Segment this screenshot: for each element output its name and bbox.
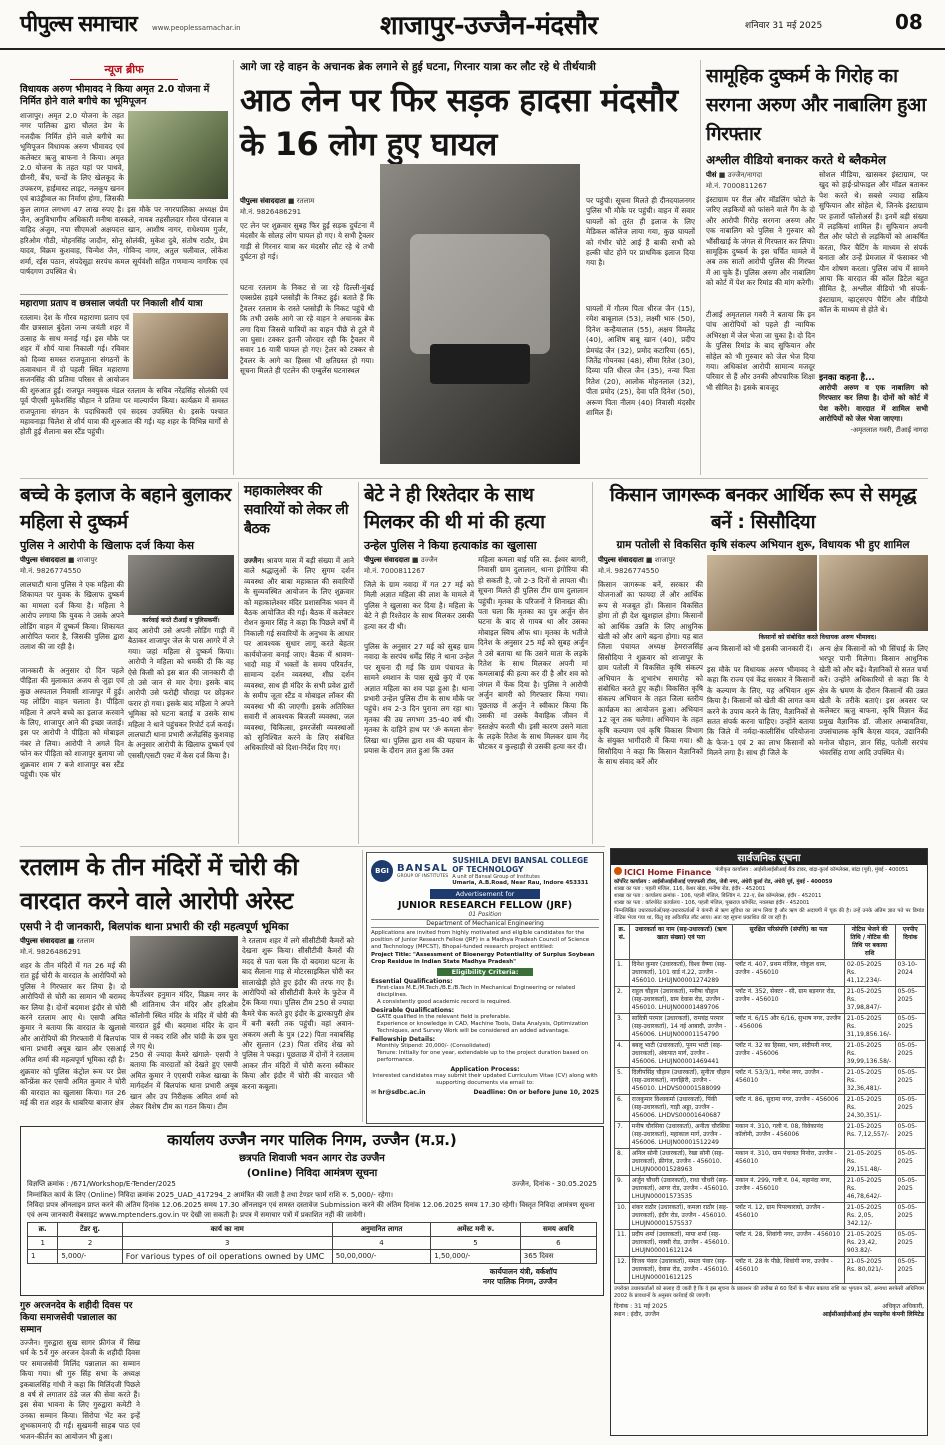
notice-place: स्थान : इंदौर, उज्जैन [614,1311,660,1318]
notice-cell: 3. [615,1014,630,1041]
notice-cell: राहुल चौहान (उधारकर्ता), मनीषा चौहान (सह-उधारकर्ता), ग्राम देवास रोड, उज्जैन - 456010. LHUJN00001489706 [629,987,732,1014]
jrf-email[interactable]: ✉ hr@sdbc.ac.in [371,1089,426,1096]
notice-row [615,1230,926,1257]
gang-headline: सामूहिक दुष्कर्म के गिरोह का सरगना अरुण और नाबालिग हुआ गिरफ्तार [706,65,926,145]
mahakal-text: उज्जैन। श्रावण मास में बड़ी संख्या में आने वाले श्रद्धालुओं के लिए सुगम दर्शन व्यवस्था और बाबा महाकाल की सवारियों के सुव्यवस्थित आयोजन के लिए शुक्रवार को महाकालेश्वर मंदिर प्रशासनिक भवन में बैठक आयोजित की गई। बैठक में कलेक्टर रोशन कुमार सिंह ने कहा कि पिछले वर्षों में निकाली गई सवारियों के अनुभव के आधार पर आवश्यक सुधार लागू करते बेहतर कार्ययोजना बनाई जाए। बैठक में श्रावण-भादौ माह में भक्तों के समय परिवर्तन, सामान्य दर्शन व्यवस्था, शीघ्र दर्शन व्यवस्था, साथ ही मंदिर के सभी प्रवेश द्वारों के समीप जूता स्टैंड व मोबाइल लॉकर की व्यवस्था भी की जाएगी। इसके अतिरिक्त सवारी में आवश्यक बिजली व्यवस्था, जल व्यवस्था, चिकित्सा, इमरजेंसी व्यवस्थाओं को सुनिश्चित करने के लिए संबंधित अधिकारियों को दिशा-निर्देश दिए गए। [244,556,354,753]
notice-cell: मनीष चौरसिया (उधारकर्ता), अनीता चौरसिया (सह-उधारकर्ता), महाकाल मार्ग, उज्जैन - 456006. LHUJN00001512249 [629,1122,732,1149]
lead-text-2: घटना रतलाम के निकट से जा रहे दिल्ली-मुंबई एक्सप्रेस हाइवे प्लसोड़ी के निकट हुई। बताते हैं कि ट्रैवलर रतलाम के रास्ते प्लसोड़ी के निकट पहुंचे थी कि तभी उसके आगे जा रहे वाहन ने अचानक ब्रेक लगा दिया जिससे यात्रियों का वाहन पीछे से टूले में जा घुसा। टक्कर इतनी जोरदार रही कि ट्रैवलर में सवार 16 यात्री घायल हो गए। ट्रेलर को टक्कर से ट्रैवलर के आगे का हिस्सा भी क्षतिग्रस्त हो गया। सूचना मिलते ही एटलेन की एम्बुलेंस घटनास्थल [240,283,374,376]
murder-story [364,482,588,844]
mahakal-headline: महाकालेश्वर की सवारियों को लेकर ली बैठक [244,483,349,537]
gang-text-3: सोशल मीडिया, खासकर इंस्टाग्राम, पर खुद को हाई-प्रोफाइल और मॉडल बताकर पेश करते थे। सबसे ज्यादा सक्रिय सुफियान और सोहेल थे, जिनके इंस्टाग्राम पर हजारों फॉलोअर्स हैं। इनमें बड़ी संख्या में लड़कियां शामिल हैं। सुफियान अपनी रील और फोटो से लड़कियों को आकर्षित करता, फिर चैटिंग के माध्यम से संपर्क बनाता और उन्हें प्रेमजाल में फंसाकर भी यौन शोषण करता। पुलिस जांच में सामने आया कि वारदात की कॉल डिटेल बहुत सीमित है, अश्लील वीडियो भी संपर्क-इंस्टाग्राम, व्हाट्सएप चैटिंग और वीडियो कॉल के माध्यम से होते थे। [819,170,928,315]
farmer-headline: किसान जागरूक बनकर आर्थिक रूप से समृद्ध बनें : सिसौदिया [609,484,917,533]
gang-quote-by: -अमृतलाल गवरी, टीआई नागदा [850,426,928,434]
notice-cell: राजकुमार विश्वकर्मा (उधारकर्ता), पिंकी (सह-उधारकर्ता), गाड़ी अड्डा, उज्जैन - 456006. LHDVS00001640687 [629,1095,732,1122]
notice-cell: 2. [615,987,630,1014]
masthead-logo: पीपुल्स समाचार [20,12,137,37]
notice-cell: 05-05-2025 [895,1203,925,1230]
notice-branch-3: शाखा का पता : कॉरपोरेट कार्यालय - 106, पहली मंजिल, पुखराज कॉर्पोरेट, नवलखा इंदौर - 452001 [614,900,810,906]
temple-headline: रतलाम के तीन मंदिरों में चोरी की वारदात करने वाले आरोपी अरेस्ट [20,853,298,915]
tender-num: 1 [28,1237,58,1250]
notice-cell: 05-05-2025 [895,1068,925,1095]
notice-cell: प्लॉट नं. 86, सुदामा नगर, उज्जैन - 456006 [733,1095,845,1122]
gang-byline: पीसं ■ उज्जैन/नागदा [706,171,763,179]
gang-story [706,62,928,476]
notice-cell: 21-05-2025 Rs. 32,36,481/- [844,1068,895,1095]
notice-company-address: पंजीकृत कार्यालय : आईसीआईसीआई बैंक टावर, बांद्रा-कुर्ला कॉम्प्लेक्स, बांद्रा (पूर्व), मुंबई - 400051 [715,867,909,873]
tender-title: (Online) निविदा आमंत्रण सूचना [246,1168,378,1179]
notice-header: सार्वजनिक सूचना [611,849,927,865]
tender-col-cost: अनुमानित लागत [332,1223,431,1237]
notice-row [615,1176,926,1203]
notice-row [615,1014,926,1041]
notice-date: दिनांक : 31 मई 2025 [614,1303,668,1310]
jrf-process: Application Process: [450,1066,520,1073]
farmer-text-4: अन्य क्षेत्र किसानों को भी सिंचाई के लिए भरपूर पानी मिलेगा। किसान आधुनिक खेती को और बढ़ें। वैज्ञानिकों से सतत चर्चा करें। उन्होंने अधिकारियों से कहा कि ये क्षेत्र के भ्रमण के दौरान किसानों की उन्नत खेती के तरीके बताएं। इस अवसर पर कलेक्टर ऋजु बाफना, कृषि विज्ञान केंद्र प्रमुख वैज्ञानिक डॉ. जीआर अम्बावतिया, उपसंचालक कृषि केएस यादव, उद्यानिकी मनोज चौहान, ज्ञान सिंह, पतोली सरपंच भंवरसिंह राणा आदि उपस्थित थे। [819,644,928,758]
tender-body-1: निम्नांकित कार्य के लिए (Online) निविदा क्रमांक 2025_UAD_417294_2 आमंत्रित की जाती है तथा टेण्डर फार्म राशि रु. 5,000/- रहेगा। [27,1191,393,1199]
notice-sign-2: आईसीआईसीआई होम फाइनेंस कंपनी लिमिटेड [822,1311,924,1318]
farmer-byline: पीपुल्स संवाददाता ■ शाजापुर [598,556,676,564]
notice-cell: 05-05-2025 [895,1257,925,1284]
notice-cell: 21-05-2025 Rs. 46,78,642/- [844,1176,895,1203]
notice-cell: 03-10-2024 [895,960,925,987]
jrf-address: Umaria, A.B.Road, Near Rau, Indore 453331 [452,880,589,886]
murder-headline: बेटे ने ही रिश्तेदार के साथ मिलकर की थी मां की हत्या [364,484,545,533]
tender-num: 6 [520,1237,596,1250]
tender-cell: For various types of oil operations owned by UMC [122,1250,332,1264]
gang-quote: आरोपी अरुण व एक नाबालिग को गिरफ्तार कर लिया है। दोनों को कोर्ट में पेश करेंगे। वारदात में शामिल सभी आरोपियों को जेल भेजा जाएगा। [819,383,928,424]
tender-cell: 5,000/- [58,1250,122,1264]
bansal-logo-icon: BGI [371,860,393,882]
farmer-text-2: अन्य किसानों को भी इसकी जानकारी दें। [707,644,813,653]
notice-col: क्र. सं. [615,925,630,960]
rape-text-3: बाद आरोपी उसे अपनी लोडिंग गाड़ी में बैठाकर शाजापुर जेल के पास आगरे में ले गया। जहां महिला से दुष्कर्म किया। आरोपी ने महिला को धमकी दी कि वह ऐसे किसी को इस बात की जानकारी दी तो उसे जान से मार देगा। इसके बाद आरोपी उसे फरोद्दी चौराहा पर छोड़कर फरार हो गया। इसके बाद महिला ने अपने भूमिका को घटना बताई व उसके साथ महिला ने थाने पहुंचकर रिपोर्ट दर्ज कराई। लालघाटी थाना प्रभारी अजेंद्रसिंह कुशवाह के अनुसार आरोपी के खिलाफ दुष्कर्म एवं एससी/एसटी एक्ट में केस दर्ज किया है। [128,626,234,760]
rape-deck: पुलिस ने आरोपी के खिलाफ दर्ज किया केस [20,539,195,552]
rape-text-2: जानकारी के अनुसार दो दिन पहले पीड़िता की मुलाकात अजय से जुड़ा एवं कुछ अस्पताल निवासी शाजापुर में हुई। यह लोडिंग वाहन चलाता है। पीड़िता महिला ने अपने बच्चे का इलाज करवाने के लिए, शाजापुर आने की इच्छा जताई। इस पर आरोपी ने पीड़िता को मोबाइल नंबर ले लिया। आरोपी ने अगले दिन फोन कर पीड़िता को शाजापुर बुलाया जो शुक्रवार शाम 7 बजे शाजापुर बस स्टैंड पहुंची। एक चोर [20,666,124,780]
notice-row [615,1095,926,1122]
jrf-title: JUNIOR RESEARCH FELLOW (JRF) [397,900,573,911]
rape-mobile: मो.नं. 9826774550 [20,567,82,575]
notice-cell: 05-05-2025 [895,1095,925,1122]
notice-cell: 10. [615,1203,630,1230]
lead-headline: आठ लेन पर फिर सड़क हादसा मंदसौर के 16 लोग हुए घायल [240,81,678,163]
lead-story [240,60,695,478]
brief-tag: न्यूज ब्रीफ [70,62,178,80]
temple-text-3: केपर्तेश्वर हनुमान मंदिर, विक्रम नगर के श्री शांतिनाथ जैन मंदिर और हरिओम कॉलोनी स्थित मंदिर के मंदिर में चोरी की वारदात हुई थी। बदमाश मंदिर के दान पात्र से नकद राशि और चांदी के छत्र चुरा ले गए थे। [130,990,238,1052]
notice-cell: 7. [615,1122,630,1149]
notice-cell: 21-05-2025 Rs. 31,19,856.16/- [844,1014,895,1041]
farmer-story [598,482,928,844]
temple-photo [130,936,238,988]
jrf-advertisement [366,852,604,1124]
notice-col: एनपीए दिनांक [895,925,925,960]
tender-num: 4 [332,1237,431,1250]
notice-footer: उपरोक्त उधारकर्ताओं को सलाह दी जाती है कि वे इस सूचना के प्रकाशन की तारीख से 60 दिनों के भीतर बकाया राशि का भुगतान करें, अन्यथा सरफेसी अधिनियम 2002 के प्रावधानों के अनुसार कार्रवाई की जाएगी। [614,1286,924,1299]
notice-row [615,1149,926,1176]
brief-photo-2 [133,313,228,379]
farmer-photo-1 [707,555,817,631]
notice-cell: 12. [615,1257,630,1284]
brief-photo-1 [128,111,228,199]
notice-cell: प्लॉट नं. 407, प्रथम मंजिल, गोकुल धाम, उज्जैन - 456010 [733,960,845,987]
temple-deck: एसपी ने दी जानकारी, बिलपांक थाना प्रभारी की रही महत्वपूर्ण भूमिका [20,921,289,933]
notice-cell: 5. [615,1068,630,1095]
tender-building: छत्रपति शिवाजी भवन आगर रोड उज्जैन [239,1153,385,1164]
tender-office: कार्यालय उज्जैन नगर पालिक निगम, उज्जैन (म.प्र.) [167,1131,457,1149]
temple-text-2: शुक्रवार को पुलिस कंट्रोल रूम पर प्रेस कॉन्फ्रेंस कर एसपी अमित कुमार ने चोरी की वारदात का खुलासा किया। गत 26 मई की रात शहर के धाबरिया बाजार क्षेत्र [20,1067,126,1108]
notice-cell: प्लॉट नं. 28 के पीछे, शिवांगी नगर, उज्जैन - 456010 [733,1257,845,1284]
jrf-project: Project Title: "Assessment of Bioenergy Potentiality of Surplus Soybean Crop Residue in Indian State Madhya Pradesh" [371,952,595,965]
lead-accident-photo [380,164,580,464]
tender-body-2: निविदा प्रपत्र ऑनलाइन प्राप्त करने की अंतिम दिनांक 12.06.2025 समय 17.30 ऑनलाइन एवं समस्त दस्तावेज Submission करने की अंतिम दिनांक 12.06.2025 समय 17.30 रहेगी। विस्तृत निविदा आमंत्रण सूचना एवं अन्य जानकारी वेबसाइट www.mptenders.gov.in पर देखी जा सकती है। प्रपत्र में समाचार पत्रों में प्रकाशित नहीं की जायेगी। [27,1201,595,1219]
tender-col-emd: अमेंस्ट मनी रु. [431,1223,521,1237]
tender-cell: 50,00,000/- [332,1250,431,1264]
farmer-mobile: मो.नं. 9826774550 [598,567,660,575]
tender-cell: 1 [28,1250,58,1264]
brief-headline-1: विधायक अरुण भीमावद ने किया अमृत 2.0 योजना में निर्मित होने वाले बगीचे का भूमिपूजन [20,84,210,107]
notice-cell: 05-05-2025 [895,1122,925,1149]
notice-cell: 05-05-2025 [895,1041,925,1068]
masthead-page: 08 [895,10,923,34]
notice-cell: मकान नं. 310, गली नं. 08, विवेकानंद कॉलोनी, उज्जैन - 456006 [733,1122,845,1149]
temple-story [20,850,358,1122]
notice-cell: 05-05-2025 [895,1149,925,1176]
gurudwara-text: उज्जैन। गुरुद्वारा सुख सागर फ्रीगंज में सिख धर्म के 5वें गुरु अरजन देवजी के शहीदी दिवस पर समाजसेवी मिलिंद पन्नालाल का सम्मान किया गया। श्री गुरु सिंह सभा के अध्यक्ष इकबालसिंह गांधी ने कहा कि मिलिंदजी पिछले 8 वर्ष से लगातार ठंडे जल की सेवा करते हैं। इस सेवा भावना के लिए गुरुद्वारा कमेटी ने उनका सम्मान किया। सिरोपा भेंट कर इन्हें शुभकामनाएं दी गईं। सुखमनी साहब पाठ एवं भजन-कीर्तन का आयोजन भी हुआ। [20,1338,140,1441]
rape-caption: कार्रवाई करते टीआई व पुलिसकर्मी। [142,617,220,624]
tender-cell: 365 दिवस [520,1250,596,1264]
notice-cell: सावित्री परमार (उधारकर्ता), रामचंद्र परमार (सह-उधारकर्ता), 14 नई आबादी, उज्जैन - 456006. LHUJN00001154790 [629,1014,732,1041]
notice-cell: प्लॉट नं. 12, ग्राम पिपल्याराघो, उज्जैन - 456010 [733,1203,845,1230]
temple-mobile: मो.नं. 9826486291 [20,948,82,956]
jrf-process-text: Interested candidates may submit their updated Curriculum Vitae (CV) along with supporting documents via email to: [372,1073,598,1086]
notice-cell: 05-05-2025 [895,1176,925,1203]
lead-text-4: घायलों में गौतम पिता धीरज जैन (15), रमेश बाबूलाल (53), लक्ष्मी भारु (50), दिनेश कन्हैयालाल (55), अक्षय विमलेंद्र (40), आशिष बाबू खान (40), प्रदीप प्रेमचंद्र जैन (32), प्रमोद कटारिया (65), जितेंद्र गोयनका (48), सीमा रितेश (30), दिव्या पति धीरज जैन (35), नन्या पिता रितेश (20), आलोक मोहनलाल (32), पीता प्रमोद (25), देवा पति दिनेश (50), अरूण पिता नीलम (40) निवासी मंदसौर शामिल हैं। [586,304,695,418]
notice-row [615,1041,926,1068]
notice-cell: 21-05-2025 Rs. 7,12,557/- [844,1122,895,1149]
notice-sign-1: अधिकृत अधिकारी, [882,1303,924,1310]
notice-col: उधारकर्ता का नाम (सह-उधारकर्ता) (ऋण खाता संख्या) एवं पता [629,925,732,960]
notice-cell: 1. [615,960,630,987]
notice-cell: 02-05-2025 Rs. 41,12,234/- [844,960,895,987]
notice-table [614,924,926,1284]
public-notice [610,848,928,1436]
jrf-group: BANSAL [397,863,449,874]
notice-branch-2: शाखा का पता : कार्यालय क्रमांक - 106, पहली मंजिल, बिल्डिंग नं. 22-ए, प्रेस कॉम्प्लेक्स, इंदौर - 452011 [614,893,822,899]
lead-text-3: पर पहुंची। सूचना मिलते ही दीनदयालनगर पुलिस भी मौके पर पहुंची। वाहन में सवार घायलों को तुरंत ही इलाज के लिए मेडिकल कॉलेज लाया गया, कुछ घायलों को गंभीर चोटे आई हैं बाकी सभी को हल्की चोट होने पर प्राथमिक इलाज दिया गया है। [586,196,695,268]
jrf-eligibility: Eligibility Criteria: [437,968,533,976]
temple-byline: पीपुल्स संवाददाता ■ रतलाम [20,937,95,945]
brief-text-2: रतलाम। देश के गौरव महाराणा प्रताप एवं वीर छत्रसाल बुंदेला जन्म जयंती शहर में उत्साह के साथ मनाई गई। इस मौके पर शहर में शौर्य यात्रा निकाली गई। रविवार को दिव्या समस्त राजपूताना संगठनों के तत्वावधान में दो पहली स्थित महाराणा सजनसिंह की प्रतिमा परिसर से आयोजन की शुरुआत हुई। राजपूत नवयुवक मंडल रतलाम के सचिव नरेंद्रसिंह सोलंकी एवं पूर्व पीएसी मुकेशसिंह चौहान ने प्रतिमा पर माल्यार्पण किया। कार्यक्रम में समस्त राजपूताना संगठन के पदाधिकारी एवं सदस्य उपस्थित थे। इसके पश्चात महावनाड़ा चिलेश से शौर्य यात्रा की शुरुआत की गई। यह शहर के विभिन्न मार्गों से होती हुई शैलाना बस स्टैंड पहुंची। [20,313,228,437]
notice-cell: 21-05-2025 Rs. 29,151.48/- [844,1149,895,1176]
murder-byline: पीपुल्स संवाददाता ■ उज्जैन [364,556,438,564]
masthead-section: शाजापुर-उज्जैन-मंदसौर [380,11,598,41]
notice-corp-address: कॉर्पोरेट कार्यालय : आईसीआईसीआई एचएफसी टॉवर, जेबी नगर, अंधेरी कुर्ला रोड, अंधेरी पूर्व, मुंबई - 400059 [614,879,833,885]
tender-table [27,1222,597,1264]
farmer-photo-2 [819,555,928,631]
brief-text-1: शाजापुर। अमृत 2.0 योजना के तहत नगर पालिका द्वारा चौलत डेम के नजदीक निर्मित होने वाले बगीचे का भूमिपूजन विधायक अरुण भीमावद एवं कलेक्टर ऋजु बाफना ने किया। अमृत 2.0 योजना के तहत यहां पर पाथवे, ग्रीनरी, बैंच, चन्दों के लिए खेलकूद के उपकरण, हाईमास्ट लाइट, नलकूप खनन एवं बाउंड्रीवाल का निर्माण होगा, जिसकी कुल लागत लगभग 47 लाख रुपए है। इस मौके पर नगरपालिका अध्यक्ष प्रेम जैन, अनुविभागीय अधिकारी मनीषा वास्कले, नायब तहसीलदार गौरव पोरवाल व वाहिद अंजुम, नपा सीएमओ अक्षयदत्त खान, आशीष नागर, राधेश्याम गुर्जर, हरिओम गौठी, मोहनसिंह जादौन, सोनू सोलंकी, मुकेश दुबे, संतोष राठौर, प्रेम यादव, विक्रम कुशवाह, चिन्मेश जैन, गोविन्द नागर, अतुल चलीवाल, लोकेश शर्मा, रईस पठान, संपदेसूद्रा सरपंच कमल सूर्यवंशी सहित गणमान्य नागरिक एवं पार्षदगण उपस्थित थे। [20,111,228,277]
gurudwara-story [20,1300,140,1441]
notice-cell: बबलू भाटी (उधारकर्ता), पूनम भाटी (सह-उधारकर्ता), अंकपात मार्ग, उज्जैन - 456006. LHUJN00001469441 [629,1041,732,1068]
tender-col-fee: टेंडर शु. [58,1223,122,1237]
temple-text-1: शहर के तीन मंदिरों में गत 26 मई की रात हुई चोरी के वारदात के आरोपियों को पुलिस ने गिरफ्तार कर लिया है। दो आरोपियों से चोरी का सामान भी बरामद कर लिया है। दोनों बदमाश इंदौर से चोरी करने रतलाम आए थे। एसपी अमित कुमार ने बताया कि वारदात के खुलासे और आरोपियों की गिरफ्तारी में बिलपांक थाना प्रभारी अयूब खान और एसआई अमित शर्मा की महत्वपूर्ण भूमिका रही है। [20,961,126,1064]
tender-col-work: कार्य का नाम [122,1223,332,1237]
notice-row [615,1257,926,1284]
gurudwara-headline: गुरु अरजनदेव के शहीदी दिवस पर किया समाजसेवी पन्नालाल का सम्मान [20,1301,133,1335]
notice-cell: 21-05-2025 Rs. 37,98,847/- [844,987,895,1014]
jrf-dept: Department of Mechanical Engineering [371,919,599,928]
icici-logo-icon [614,867,622,875]
notice-cell: शंकर राठौर (उधारकर्ता), कमला राठौर (सह-उधारकर्ता), इंदौर रोड, उज्जैन - 456010. LHUJN00001575537 [629,1203,732,1230]
notice-cell: 4. [615,1041,630,1068]
jrf-desirable: Desirable Qualifications: [371,1007,455,1014]
news-brief [20,62,228,474]
rape-story [20,482,234,844]
notice-cell: दिलीपसिंह चौहान (उधारकर्ता), सुनीता चौहान (सह-उधारकर्ता), नागझिरी, उज्जैन - 456010. LHDVS00001588099 [629,1068,732,1095]
icici-logo: ICICI Home Finance [614,867,711,877]
tender-num: 3 [122,1237,332,1250]
gang-quote-title: इनका कहना है... [819,373,875,383]
brief-headline-2: महाराणा प्रताप व छत्रसाल जयंती पर निकाली शौर्य यात्रा [20,294,228,310]
jrf-des-2: Experience or knowledge in CAD, Machine Tools, Data Analysis, Optimization Techniques, and Survey Work will be considered an added advantage. [377,1021,589,1034]
masthead [0,0,945,50]
jrf-ess-2: A consistently good academic record is required. [377,999,512,1005]
notice-row [615,1203,926,1230]
jrf-fellowship: Fellowship Details: [371,1036,436,1043]
jrf-adv: Advertisement for [430,889,540,899]
murder-text-1: जिले के ग्राम नवादा में गत 27 मई को मिली अज्ञात महिला की लाश के मामले में पुलिस ने खुलासा कर दिया है। महिला के बेटे ने ही रिश्तेदार के साथ मिलकर उसकी हत्या कर दी थी। [364,580,474,631]
notice-cell: 21-05-2025 Rs. 80,021/- [844,1257,895,1284]
notice-cell: 11. [615,1230,630,1257]
notice-cell: मकान नं. 310, ग्राम पंचायत निनोरा, उज्जैन - 456010 [733,1149,845,1176]
notice-cell: प्लॉट नं. 28, शिवांगी नगर, उज्जैन - 456010 [733,1230,845,1257]
jrf-fellow-2: Tenure: Initially for one year, extendable up to the project duration based on performance. [377,1050,588,1063]
notice-row [615,1122,926,1149]
tender-cell: 1,50,000/- [431,1250,521,1264]
notice-row [615,960,926,987]
notice-branch-1: शाखा का पता : पहली मंजिल, 116, केशर खेड़ा, मनीषा रोड, इंदौर - 452001 [614,886,766,892]
notice-cell: 05-05-2025 [895,987,925,1014]
notice-cell: 21-05-2025 Rs. 39,99,136.58/- [844,1041,895,1068]
murder-deck: उन्हेल पुलिस ने किया हत्याकांड का खुलासा [364,539,537,552]
tender-num: 2 [58,1237,122,1250]
notice-cell: 21-05-2025 Rs. 24,30,351/- [844,1095,895,1122]
farmer-text-1: किसान जागरूक बनें, सरकार की योजनाओं का फायदा लें और आर्थिक रूप से मजबूत हों। किसान विकसित होगा तो ही देश खुशहाल होगा। किसानों को आर्थिक उन्नति के लिए आधुनिक खेती को और आगे बढ़ना होगा। यह बात जिला पंचायत अध्यक्ष हेमराजसिंह सिसौदिया ने शुक्रवार को शाजापुर के ग्राम पतोली में विकसित कृषि संकल्प अभियान के शुभारंभ समारोह को संबोधित करते हुए कही। विकसित कृषि संकल्प अभियान के तहत जिला स्तरीय कार्यक्रम का आयोजन हुआ। अभियान 12 जून तक चलेगा। अभियान के तहत कृषि कल्याण एवं कृषि विकास विभाग के संयुक्त भागीदारी में किया गया। श्री सिसौदिया ने कहा कि किसान वैज्ञानिकों के साथ संवाद करें और [598,580,703,766]
notice-row [615,1068,926,1095]
masthead-site: www.peoplessamachar.in [152,24,241,32]
rape-photo [128,555,234,615]
gang-text-2: टीआई अमृतलाल गवरी ने बताया कि इन पांच आरोपियों को पहले ही न्यायिक अभिरक्षा में जेल भेजा जा चुका है। दो दिन के पुलिस रिमांड के बाद सुफियान और सोहेल को भी गुरुवार को जेल भेज दिया गया। अधिकांश आरोपी सामान्य मजदूर परिवार से हैं और उनकी औपचारिक शिक्षा भी सीमित है। इसके बावजूद [706,310,815,392]
jrf-intro: Applications are invited from highly motivated and eligible candidates for the position of Junior Research Fellow (JRF) in a Madhya Pradesh Council of Science and Technology (MPCST), Bhopal-funded research project entitled: [371,930,590,950]
tender-notice [20,1126,604,1296]
jrf-essential: Essential Qualifications: [371,978,453,985]
temple-text-4: 250 से ज्यादा कैमरे खंगाले- एसपी ने बताया कि वारदातों को देखते हुए एसपी अमित कुमार ने एएसपी राकेश खाखा के मार्गदर्शन में बिलपांक थाना प्रभारी अयूब खान और उप निरीक्षक अमित शर्मा को लेकर विशेष टीम का गठन किया। टीम [130,1050,238,1112]
jrf-ess-1: First-class M.E./M.Tech./B.E./B.Tech in Mechanical Engineering or related disciplines. [377,985,576,998]
notice-cell: 8. [615,1149,630,1176]
notice-cell: 6. [615,1095,630,1122]
notice-cell: प्लॉट नं. 6/15 और 6/16, सुभाष नगर, उज्जैन - 456006 [733,1014,845,1041]
murder-text-2: पुलिस के अनुसार 27 मई को सुबह ग्राम नवादा के सरपंच धर्मेंद्र सिंह ने थाना उन्हेल पर सूचना दी गई कि ग्राम पंचायत के सामने श्मशान के पास सूखे कुएं में एक अज्ञात महिला का शव पड़ा हुआ है। थाना प्रभारी उन्हेल पुलिस टीम के साथ मौके पर पहुंचे। शव 2-3 दिन पुराना लग रहा था। मृतका की उम्र लगभग 35-40 वर्ष थी। मृतका के दाहिने हाथ पर 'ॐ कमला सेन' लिखा था। पुलिस द्वारा शव की पहचान के प्रयास के दौरान ज्ञात हुआ कि उक्त [364,642,474,756]
farmer-text-3: इस मौके पर विधायक अरुण भीमावद ने कहा कि राज्य एवं केंद्र सरकार ने किसानों के कल्याण के लिए, यह अभियान शुरू किया है। किसानों को खेती की लागत कम करने के उपाय करने के लिए, वैज्ञानिकों से सतत संपर्क करना चाहिए। उन्होंने बताया कि जिले में नर्मदा-कालीसिंध परियोजना के फेज-1 एवं 2 का लाभ किसानों को मिलने लगा है। साथ ही जिले के [707,665,815,758]
notice-cell: अर्जुन चौधरी (उधारकर्ता), राधा चौधरी (सह-उधारकर्ता), आगर रोड, उज्जैन - 456010. LHUJN00001573535 [629,1176,732,1203]
notice-intro: निम्नलिखित उधारकर्ताओं/सह-उधारकर्ताओं ने कंपनी से ऋण सुविधा का लाभ लिया है और ऋण की अदायगी में चूक की है। उन्हें उनके अंतिम ज्ञात पते पर डिमांड नोटिस भेजा गया था, किंतु वह अवितरित लौट आया। अतः यह सूचना प्रकाशित की जा रही है। [614,908,924,921]
rape-text-1: लालघाटी थाना पुलिस ने एक महिला की शिकायत पर युवक के खिलाफ दुष्कर्म का मामला दर्ज किया है। महिला ने आरोप लगाया कि युवक ने उसके अपने लोडिंग वाहन में दुष्कर्म किया। शिकायत आरोपित फरार है, जिसकी पुलिस द्वारा तलाश की जा रही है। [20,580,124,652]
mahakal-story [244,482,354,844]
farmer-caption: किसानों को संबोधित करते विधायक अरुण भीमावद। [758,634,877,641]
tender-refdate: उज्जैन, दिनांक - 30.05.2025 [511,1180,597,1188]
notice-cell: 21-05-2025 Rs. 23,42, 903.82/- [844,1230,895,1257]
notice-cell: विजय पंवार (उधारकर्ता), ममता पंवार (सह-उधारकर्ता), देवास रोड, उज्जैन - 456010. LHUJN00001612125 [629,1257,732,1284]
mail-icon: ✉ [371,1089,379,1096]
notice-col: सुरक्षित परिसंपत्ति (संपत्ति) का पता [733,925,845,960]
notice-col: नोटिस भेजने की तिथि / नोटिस की तिथि पर बकाया राशि [844,925,895,960]
jrf-fellow-1: Monthly Stipend: 20,000/- (Consolidated) [377,1043,491,1049]
notice-cell: प्लॉट नं. 53/3/1, गणेश नगर, उज्जैन - 456010 [733,1068,845,1095]
notice-cell: प्लॉट नं. 352, सेक्टर - सी, ग्राम बड़नगर रोड, उज्जैन - 456010 [733,987,845,1014]
notice-cell: 9. [615,1176,630,1203]
gang-mobile: मो.नं. 7000811267 [706,182,768,190]
tender-num: 5 [431,1237,521,1250]
rape-byline: पीपुल्स संवाददाता ■ शाजापुर [20,556,98,564]
jrf-group-sub: GROUP OF INSTITUTES [397,874,449,879]
jrf-deadline: Deadline: On or before June 10, 2025 [473,1089,599,1096]
notice-cell: अनिल सोनी (उधारकर्ता), रेखा सोनी (सह-उधारकर्ता), फ्रीगंज, उज्जैन - 456010. LHUJN00001528963 [629,1149,732,1176]
lead-byline: पीपुल्स संवाददाता ■ रतलाम [240,197,315,205]
temple-text-5: ने रतलाम शहर में लगे सीसीटीवी कैमरों को देखना शुरू किया। सीसीटीवी कैमरों की मदद से पता चला कि दो बदमाश घटना के बाद सैलाना गाड़ से मोटरसाइकिल चोरी कर सालाखेड़ी होते हुए इंदौर की तरफ गए हैं। आरोपियों को सीसीटीवी कैमरे के फुटेज में ट्रैक किया गया। पुलिस टीम 250 से ज्यादा कैमरे चेक करते हुए इंदौर के द्वारकापुरी क्षेत्र में बनी बस्ती तक पहुंची। वहां अवान-अकरम अली के पुत्र (22) पिता नवाबसिंह और सुल्तान (23) पिता रशिद शेख को पुलिस ने पकड़ा। पूछताछ में दोनों ने रतलाम आकर तीन मंदिरों में चोरी करना स्वीकार किया और इंदौर में चोरी की वारदात भी करना कबूला। [242,936,354,1091]
notice-cell: 21-05-2025 Rs. 2,05, 342.12/- [844,1203,895,1230]
jrf-college: SUSHILA DEVI BANSAL COLLEGE OF TECHNOLOGY [452,856,589,874]
tender-col-sn: क्र. [28,1223,58,1237]
lead-text-1: एट लेन पर शुक्रवार सुबह फिर हुई सड़क दुर्घटना में मंदसौर के सोलह लोग घायल हो गए। ये सभी ट्रैवलर गाड़ी से गिरनार यात्रा कर मंदसौर लौट रहे थे तभी दुर्घटना हो गई। [240,221,374,262]
masthead-date: शनिवार 31 मई 2025 [745,21,823,31]
lead-kicker: आगे जा रहे वाहन के अचानक ब्रेक लगाने से हुई घटना, गिरनार यात्रा कर लौट रहे थे तीर्थयात्री [240,61,596,73]
notice-cell: प्लॉट नं. 32 का हिस्सा, भाग, संदीपनी नगर, उज्जैन - 456006 [733,1041,845,1068]
tender-sign-2: नगर पालिक निगम, उज्जैन [482,1277,557,1286]
notice-cell: 05-05-2025 [895,1230,925,1257]
jrf-college-sub: A unit of Bansal Group of Institutes [452,874,540,880]
gang-text-1: इंस्टाग्राम पर रील और मॉडलिंग फोटो के जरिए लड़कियों को फांसने वाले गैंग के दो और आरोपी गिरोह सरगना अरुण और एक नाबालिग को पुलिस ने गुरुवार को भौंसीखाई के जंगल से गिरफ्तार कर लिया। सामूहिक दुष्कर्म के इस चर्चित मामले में अब तक सातों आरोपी पुलिस की गिरफ्त में आ चुके हैं। पुलिस अरुण और नाबालिग को कोर्ट में पेश कर रिमांड की मांग करेगी। [706,195,815,288]
tender-ref: विज्ञप्ति क्रमांक : /671/Workshop/E-Tender/2025 [27,1180,176,1188]
notice-cell: 05-05-2025 [895,1014,925,1041]
farmer-deck: ग्राम पतोली से विकसित कृषि संकल्प अभियान शुरू, विधायक भी हुए शामिल [616,539,910,551]
notice-row [615,987,926,1014]
murder-mobile: मो.नं. 7000811267 [364,567,426,575]
notice-cell: मकान नं. 299, गली नं. 04, महानंदा नगर, उज्जैन - 456010 [733,1176,845,1203]
rape-headline: बच्चे के इलाज के बहाने बुलाकर महिला से दुष्कर्म [20,484,231,533]
lead-mobile: मो.नं. 9826486291 [240,208,302,216]
tender-sign-1: कार्यपालन यंत्री, वर्कशॉप [489,1267,557,1276]
notice-cell: दिनेश कुमार (उधारकर्ता), विश्व वैष्णा (सह-उधारकर्ता), 101 वार्ड नं.22, उज्जैन - 456010. LHUJN00001274289 [629,960,732,987]
murder-text-3: महिला कमला बाई पति स्व. ईश्वर बागरी, निवासी ग्राम दुलालान, थाना इंगोरिया की हो सकती है, जो 2-3 दिनों से लापता थी। सूचना मिलते ही पुलिस टीम ग्राम दुलालान पहुंची। मृतका के परिजनों ने शिनाख्त की। पता चला कि मृतका का पुत्र अर्जुन सेन घटना के बाद से गायब था और उसका मोबाइल स्विच ऑफ था। मृतका के भतीजे दिनेश के अनुसार 25 मई को सुबह अर्जुन ने उसे बताया था कि उसने माता के लड़के रितेश के साथ मिलकर अपनी मां कमलाबाई की हत्या कर दी है और शव को जंगल में फेंक दिया है। पुलिस ने आरोपी अर्जुन बागरी को गिरफ्तार किया गया। पूछताछ में अर्जुन ने स्वीकार किया कि उसकी मां उसके वैवाहिक जीवन में हस्तक्षेप करती थी। इसी कारण उसने माता के लड़के रितेश के साथ मिलकर ग्राम गेंद चौटकर व कुल्हाड़ी से उसकी हत्या कर दी। [478,555,588,752]
jrf-posts: 01 Position [468,911,502,918]
notice-cell: प्रदीप शर्मा (उधारकर्ता), माया शर्मा (सह-उधारकर्ता), मक्सी रोड, उज्जैन - 456010. LHUJN00001612124 [629,1230,732,1257]
gang-deck: अश्लील वीडियो बनाकर करते थे ब्लैकमेल [706,153,886,167]
tender-col-period: समय अवधि [520,1223,596,1237]
jrf-des-1: GATE qualified in the relevant field is preferable. [377,1014,511,1020]
